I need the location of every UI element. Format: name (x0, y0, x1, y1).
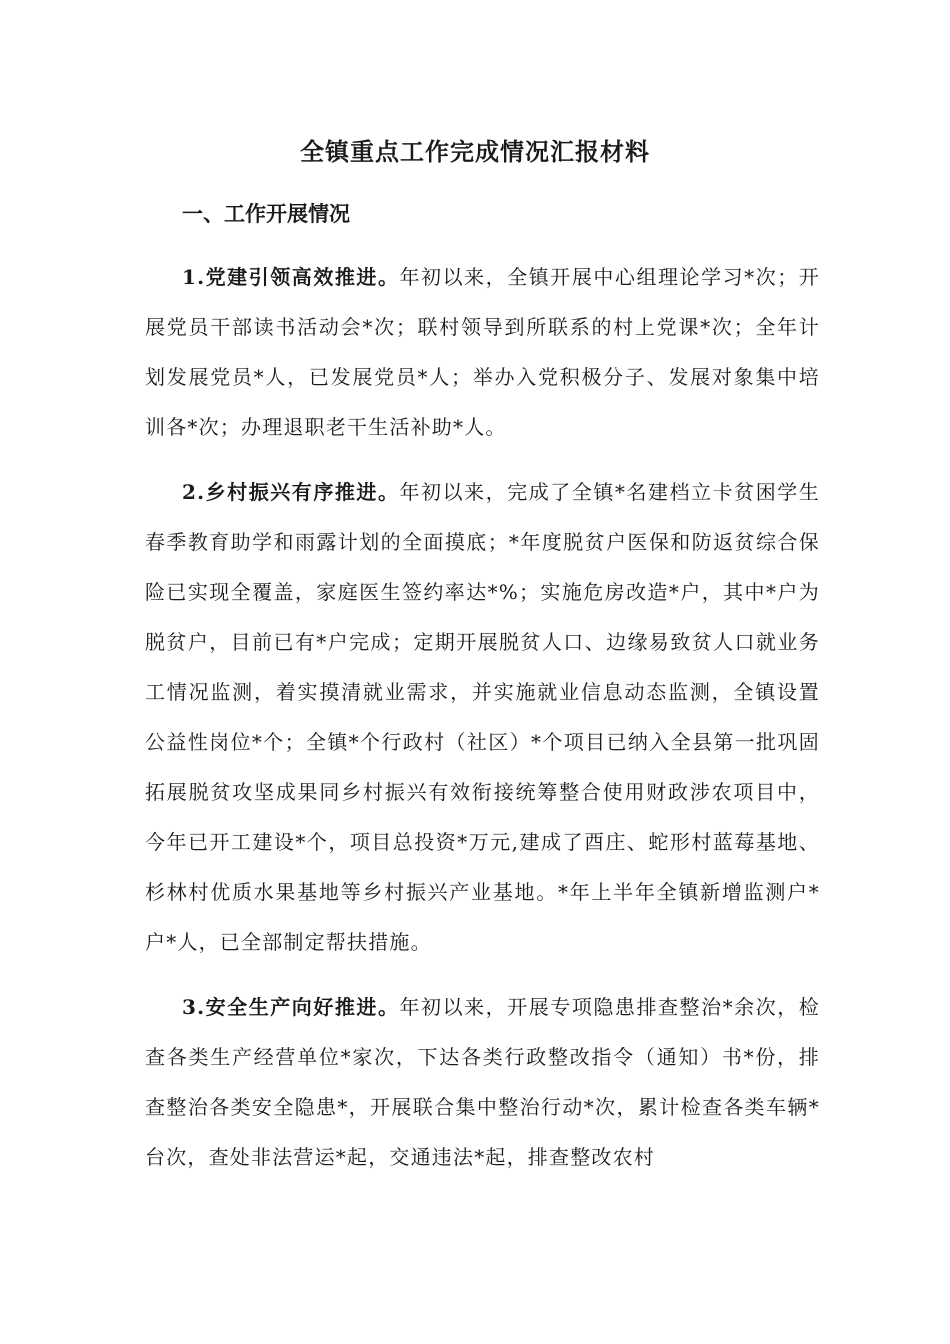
section-heading: 一、工作开展情况 (182, 201, 350, 226)
paragraph-body: 年初以来，开展专项隐患排查整治*余次，检查各类生产经营单位*家次，下达各类行政整改指令（通知）书*份，排查整治各类安全隐患*，开展联合集中整治行动*次，累计检查各类车辆*台次，查处非法营运*起，交通违法*起，排查整改农村 (145, 995, 820, 1169)
page-title: 全镇重点工作完成情况汇报材料 (300, 137, 650, 166)
paragraph-safety-production (145, 982, 820, 1182)
paragraph-rural-revitalization (145, 467, 820, 967)
paragraph-lead: 3.安全生产向好推进。 (182, 995, 400, 1019)
paragraph-party-building (145, 252, 820, 452)
paragraph-body: 年初以来，全镇开展中心组理论学习*次；开展党员干部读书活动会*次；联村领导到所联系的村上党课*次；全年计划发展党员*人，已发展党员*人；举办入党积极分子、发展对象集中培训各*次；办理退职老干生活补助*人。 (145, 265, 820, 439)
paragraph-lead: 1.党建引领高效推进。 (182, 265, 400, 289)
paragraph-body: 年初以来，完成了全镇*名建档立卡贫困学生春季教育助学和雨露计划的全面摸底；*年度脱贫户医保和防返贫综合保险已实现全覆盖，家庭医生签约率达*%；实施危房改造*户，其中*户为脱贫户，目前已有*户完成；定期开展脱贫人口、边缘易致贫人口就业务工情况监测，着实摸清就业需求，并实施就业信息动态监测，全镇设置公益性岗位*个；全镇*个行政村（社区）*个项目已纳入全县第一批巩固拓展脱贫攻坚成果同乡村振兴有效衔接统筹整合使用财政涉农项目中，今年已开工建设*个，项目总投资*万元,建成了酉庄、蛇形村蓝莓基地、杉林村优质水果基地等乡村振兴产业基地。*年上半年全镇新增监测户*户*人，已全部制定帮扶措施。 (145, 480, 820, 954)
paragraph-lead: 2.乡村振兴有序推进。 (182, 480, 400, 504)
